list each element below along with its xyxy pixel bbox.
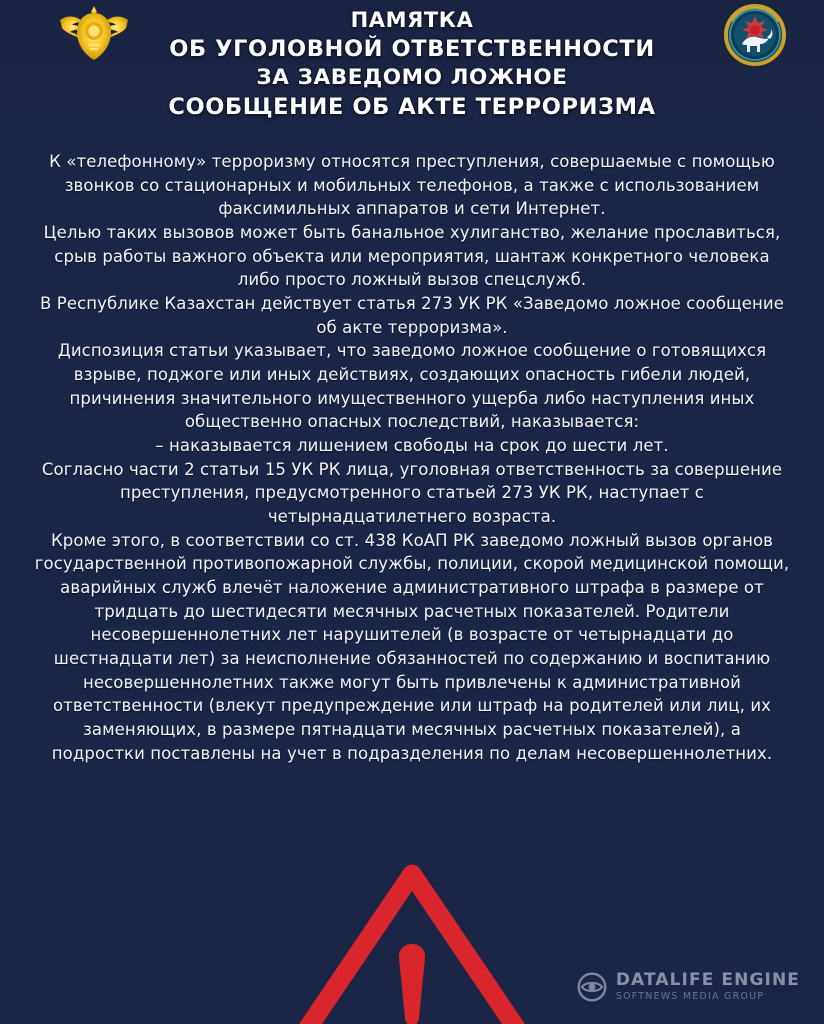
title-line-2: ОБ УГОЛОВНОЙ ОТВЕТСТВЕННОСТИ [169,35,655,62]
title-line-1: ПАМЯТКА [350,8,474,32]
watermark-title: DATALIFE ENGINE [615,970,800,991]
title-line-3: ЗА ЗАВЕДОМО ЛОЖНОЕ [256,65,568,91]
title-line-4: СООБЩЕНИЕ ОБ АКТЕ ТЕРРОРИЗМА [168,93,656,120]
watermark [577,972,800,1002]
body-paragraph-1: К «телефонному» терроризму относятся преступления, совершаемые с помощью звонков со стационарных и мобильных телефонов, а также с использованием факсимильных аппаратов и сети Интернет. [49,152,775,219]
page-title [132,0,692,122]
watermark-subtitle: SOFTNEWS MEDIA GROUP [615,991,765,1002]
body-paragraph-5: – наказывается лишением свободы на срок до шести лет. [155,436,669,456]
eye-logo-icon [577,972,607,1002]
circular-snow-leopard-emblem-icon [722,4,788,66]
poster-header [0,0,824,136]
body-paragraph-2: Целью таких вызовов может быть банальное хулиганство, желание прославиться, срыв работы важного объекта или мероприятия, шантаж конкретного человека либо просто ложный вызов спецслужб. [43,223,781,290]
body-paragraph-6: Согласно части 2 статьи 15 УК РК лица, уголовная ответственность за совершение преступления, предусмотренного статьей 273 УК РК, наступает с четырнадцатилетнего возраста. [41,459,783,527]
body-paragraph-4: Диспозиция статьи указывает, что заведомо ложное сообщение о готовящихся взрыве, поджоге или иных действиях, создающих опасность гибели людей, причинения значительного имущественного ущерба либо наступления иных общественно опасных последствий, наказывается: [57,341,767,432]
poster-body [0,136,824,765]
watermark-text [616,972,800,1001]
body-paragraph-3: В Республике Казахстан действует статья 273 УК РК «Заведомо ложное сообщение об акте терроризма». [40,294,784,337]
title-container [0,0,824,136]
body-paragraph-7: Кроме этого, в соответствии со ст. 438 КоАП РК заведомо ложный вызов органов государственной противопожарной службы, полиции, скорой медицинской помощи, аварийных служб влечёт наложение административного штрафа в размере от тридцать до шестидесяти месячных расчетных показателей. Родители несовершеннолетних лет нарушителей (в возрасте от четырнадцати до шестнадцати лет) за неисполнение обязанностей по содержанию и воспитанию несовершеннолетних также могут быть привлечены к административной ответственности (влекут предупреждение или штраф на родителей или лиц, их заменяющих, в размере пятнадцати месячных расчетных показателей), а подростки поставлены на учет в подразделения по делам несовершеннолетних. [34,530,790,763]
